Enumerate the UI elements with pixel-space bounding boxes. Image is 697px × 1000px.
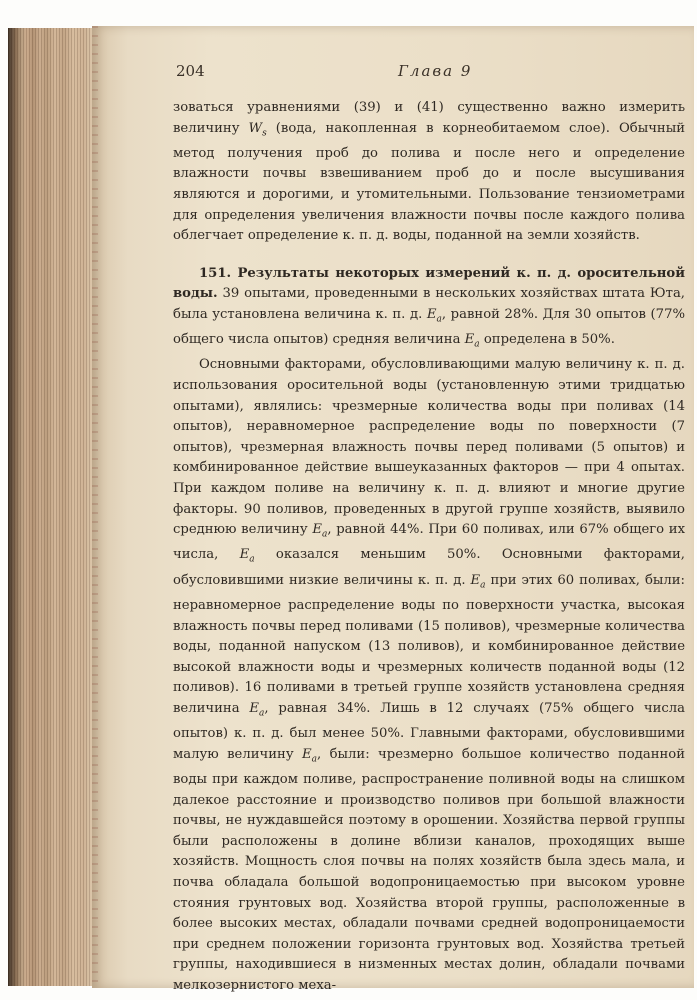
chapter-title: Глава 9 — [398, 62, 473, 80]
paragraph-text: зоваться уравнениями (39) и (41) существенно важно измерить величину $W_s$ (вода, накопленная в корнеобитаемом слое). Обычный метод получения проб до полива и после него и определение влажности почвы взвешиванием проб до и после высушивания являются и дорогими, и утомительными. Пользование тензиометрами для определения увеличения влажности почвы после каждого полива облегчает определение к. п. д. воды, поданной на земли хозяйств. — [173, 100, 685, 244]
paragraph-text: 39 опытами, проведенными в нескольких хозяйствах штата Юта, была установлена величина к. п. д. $E_a$, равной 28%. Для 30 опытов (77% общего числа опытов) средняя величина $E_a$ определена в 50%. — [173, 286, 685, 350]
section-heading: 151. Результаты некоторых измерений к. п. д. оросительной воды. — [173, 265, 685, 302]
paragraph-continued — [173, 98, 685, 247]
page-gutter-marks — [92, 26, 98, 988]
page-number: 204 — [176, 62, 205, 80]
section-paragraph — [173, 264, 685, 356]
running-header — [176, 62, 676, 84]
paragraph — [173, 355, 685, 996]
page-body — [173, 98, 685, 996]
book-page-edges — [8, 28, 92, 986]
paragraph-text: Основными факторами, обусловливающими малую величину к. п. д. использования оросительной воды (установленную этими тридцатью опытами), являлись: чрезмерные количества воды при поливах (14 опытов), неравномерное распределение воды по поверхности (7 опытов), чрезмерная влажность почвы перед поливами (5 опытов) и комбинированное действие вышеуказанных факторов — при 4 опытах. При каждом поливе на величину к. п. д. влияют и многие другие факторы. 90 поливов, проведенных в другой группе хозяйств, выявило среднюю величину $E_a$, равной 44%. При 60 поливах, или 67% общего их числа, $E_a$ оказался меньшим 50%. Основными факторами, обусловившими низкие величины к. п. д. $E_a$ при этих 60 поливах, были: неравномерное распределение воды по поверхности участка, высокая влажность почвы перед поливами (15 поливов), чрезмерные количества воды, поданной напуском (13 поливов), и комбинированное действие высокой влажности воды и чрезмерных количеств поданной воды (12 поливов). 16 поливами в третьей группе хозяйств установлена средняя величина $E_a$, равная 34%. Лишь в 12 случаях (75% общего числа опытов) к. п. д. был менее 50%. Главными факторами, обусловившими малую величину $E_a$, были: чрезмерно большое количество поданной воды при каждом поливе, распространение поливной воды на слишком далекое расстояние и производство поливов при большой влажности почвы, не нуждавшейся поэтому в орошении. Хозяйства первой группы были расположены в долине вблизи каналов, проходящих выше хозяйств. Мощность слоя почвы на полях хозяйств была здесь мала, и почва обладала большой водопроницаемостью при высоком уровне стояния грунтовых вод. Хозяйства второй группы, расположенные в более высоких местах, обладали почвами средней водопроницаемости при среднем положении горизонта грунтовых вод. Хозяйства третьей группы, находившиеся в низменных местах долин, обладали почвами мелкозернистого меха- — [173, 357, 686, 993]
